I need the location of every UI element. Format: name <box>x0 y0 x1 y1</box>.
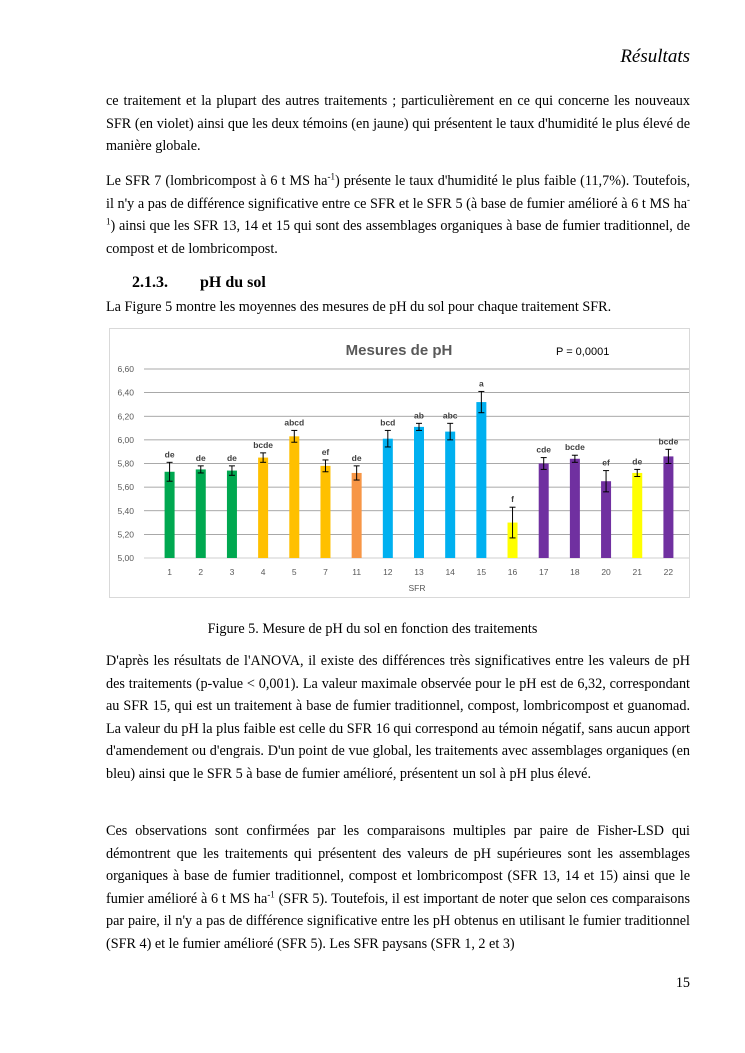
bar <box>289 436 299 558</box>
page-number: 15 <box>675 975 690 991</box>
significance-letter: de <box>226 452 237 463</box>
bar <box>632 473 642 558</box>
significance-letter: bcde <box>564 442 585 453</box>
bar <box>258 458 268 558</box>
significance-letter: cde <box>536 444 552 455</box>
significance-letter: ef <box>602 457 610 468</box>
x-tick-label: 3 <box>229 567 235 577</box>
y-tick-label: 6,00 <box>117 434 134 445</box>
x-tick-label: 16 <box>507 567 518 577</box>
significance-letter: a <box>478 378 484 389</box>
significance-letter: abcd <box>284 417 305 428</box>
chart-svg <box>110 329 689 597</box>
x-tick-label: 5 <box>291 567 297 577</box>
significance-letter: bcde <box>253 439 274 450</box>
paragraph: La Figure 5 montre les moyennes des mesures de pH du sol pour chaque traitement SFR. <box>106 299 612 315</box>
x-tick-label: 11 <box>352 567 362 577</box>
bar <box>165 472 175 558</box>
p-value-annotation: P = 0,0001 <box>556 346 610 358</box>
bar <box>320 466 330 558</box>
significance-letter: de <box>195 452 206 463</box>
chart-title: Mesures de pH <box>345 342 453 359</box>
significance-letter: de <box>164 449 175 460</box>
x-tick-label: 2 <box>198 567 204 577</box>
significance-letter: ab <box>414 410 424 421</box>
x-axis-label: SFR <box>408 583 426 593</box>
x-tick-label: 14 <box>445 567 455 577</box>
bar <box>539 464 549 559</box>
bar <box>663 456 673 558</box>
x-tick-label: 12 <box>383 567 393 577</box>
bar <box>227 471 237 558</box>
significance-letter: ef <box>321 446 330 457</box>
significance-letter: f <box>511 494 514 505</box>
significance-letter: de <box>632 456 643 467</box>
bar <box>601 481 611 558</box>
y-tick-label: 6,20 <box>117 411 134 422</box>
y-tick-label: 5,40 <box>117 505 134 516</box>
significance-letter: bcd <box>380 417 396 428</box>
paragraph: Ces observations sont confirmées par les comparaisons multiples par paire de Fisher-LSD qui démontrent que les traitements qui présentent des valeurs de pH supérieures sont les assemblages organiques à base de fumier traditionnel, compost et lombricompost (SFR 13, 14 et 15) ainsi que le fumier amélioré à 6 t MS $ha^{-1}$ (SFR 5). Toutefois, il est important de noter que selon ces comparaisons par paire, il n'y a pas de différence significative entre les pH obtenus en utilisant le fumier traditionnel (SFR 4) et le fumier amélioré (SFR 5). Les SFR paysans (SFR 1, 2 et 3) <box>106 823 690 952</box>
bar <box>414 427 424 558</box>
bar <box>570 459 580 558</box>
paragraph: D'après les résultats de l'ANOVA, il existe des différences très significatives entre les valeurs de pH des traitements (p-value < 0,001). La valeur maximale observée pour le pH est de 6,32, correspondant au SFR 15, qui est un traitement à base de fumier traditionnel, compost, lombricompost et guanomad. La valeur du pH la plus faible est celle du SFR 16 qui correspond au témoin négatif, sans aucun apport d'amendement ou d'engrais. D'un point de vue global, les traitements avec assemblages organiques (en bleu) ainsi que le SFR 5 à base de fumier amélioré, présentent un sol à pH plus élevé. <box>106 653 690 782</box>
x-tick-label: 20 <box>601 567 611 577</box>
section-heading: 2.1.3. pH du sol <box>132 274 266 291</box>
x-tick-label: 18 <box>570 567 580 577</box>
x-tick-label: 22 <box>663 567 674 577</box>
bar <box>196 469 206 558</box>
paragraph: Le SFR 7 (lombricompost à 6 t MS $ha^{-1}$) présente le taux d'humidité le plus faible (11,7%). Toutefois, il n'y a pas de différence significative entre ce SFR et le SFR 5 (à base de fumier amélioré à 6 t MS $ha^{-1}$) ainsi que les SFR 13, 14 et 15 qui sont des assemblages organiques à base de fumier traditionnel, de compost et de lombricompost. <box>106 171 690 257</box>
x-tick-label: 15 <box>476 567 487 577</box>
ph-chart <box>109 328 690 598</box>
x-tick-label: 7 <box>323 567 328 577</box>
bar <box>476 402 486 558</box>
x-tick-label: 13 <box>414 567 424 577</box>
y-tick-label: 5,60 <box>117 482 134 493</box>
y-tick-label: 5,20 <box>117 529 134 540</box>
y-tick-label: 6,60 <box>117 364 134 374</box>
y-tick-label: 5,80 <box>117 458 134 469</box>
significance-letter: abc <box>442 410 458 421</box>
paragraph: ce traitement et la plupart des autres traitements ; particulièrement en ce qui concerne les nouveaux SFR (en violet) ainsi que les deux témoins (en jaune) qui présentent le taux d'humidité le plus élevé de manière globale. <box>106 93 690 154</box>
y-tick-label: 6,40 <box>117 387 134 398</box>
x-tick-label: 21 <box>632 567 642 577</box>
x-tick-label: 4 <box>260 567 266 577</box>
x-tick-label: 1 <box>167 567 172 577</box>
bar <box>445 432 455 558</box>
bar <box>352 473 362 558</box>
y-tick-label: 5,00 <box>117 553 134 563</box>
figure-caption: Figure 5. Mesure de pH du sol en fonction des traitements <box>207 621 538 637</box>
x-tick-label: 17 <box>538 567 549 577</box>
bar <box>383 439 393 558</box>
running-header: Résultats <box>620 46 690 67</box>
significance-letter: bcde <box>658 436 679 447</box>
significance-letter: de <box>351 452 362 463</box>
